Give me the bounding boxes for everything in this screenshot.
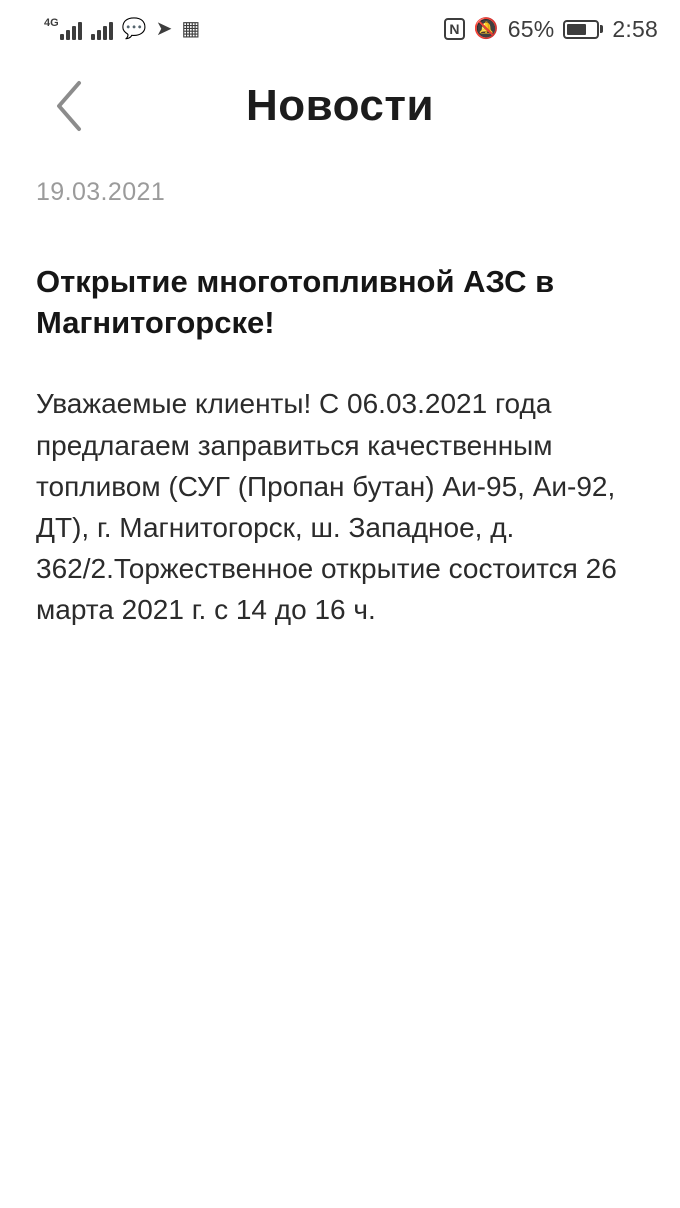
status-clock: 2:58 xyxy=(612,15,658,42)
article-title: Открытие многотопливной АЗС в Магнитогорске! xyxy=(36,264,555,341)
battery-percent-label: 65% xyxy=(507,15,555,42)
status-bar-right xyxy=(444,16,658,43)
network-type-label: 4G xyxy=(44,17,59,29)
back-button[interactable] xyxy=(26,63,112,149)
mobile-network-icon xyxy=(44,18,82,40)
nfc-icon: N xyxy=(444,18,464,40)
status-bar xyxy=(0,0,680,58)
signal-bars-icon-secondary xyxy=(91,18,113,40)
message-bubble-icon: 💬 xyxy=(121,18,147,40)
telegram-send-icon: ➤ xyxy=(155,18,173,40)
app-header xyxy=(0,58,680,154)
app-grid-icon: ▦ xyxy=(181,18,201,40)
battery-icon xyxy=(563,20,603,39)
signal-bars-icon xyxy=(60,18,82,40)
status-bar-left xyxy=(44,18,200,40)
news-article xyxy=(0,178,680,630)
article-date: 19.03.2021 xyxy=(36,178,166,206)
bell-muted-icon: 🔕 xyxy=(473,18,499,40)
page-title: Новости xyxy=(246,81,434,130)
chevron-left-icon xyxy=(52,78,86,134)
article-body: Уважаемые клиенты! С 06.03.2021 года предлагаем заправиться качественным топливом (СУГ (Пропан бутан) Аи-95, Аи-92, ДТ), г. Магнитогорск, ш. Западное, д. 362/2.Торжественное открытие состоится 26 марта 2021 г. с 14 до 16 ч. xyxy=(36,388,625,626)
